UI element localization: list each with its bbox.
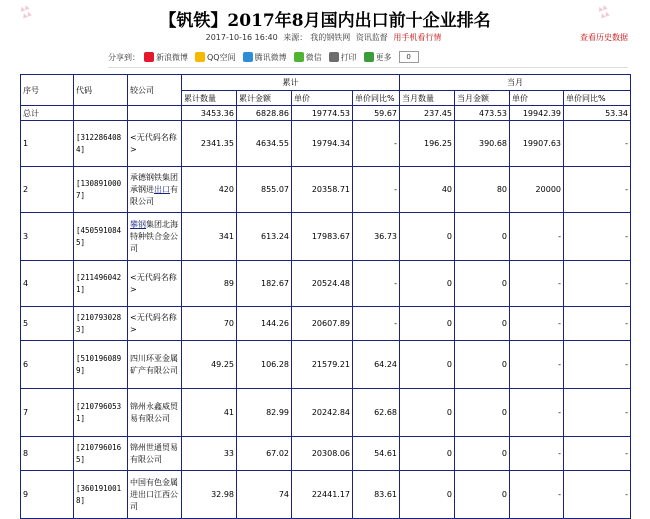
total-company [128, 106, 182, 121]
header-monthly: 当月 [400, 75, 631, 91]
cell-mon-price: - [510, 261, 564, 307]
company-name: <无代码名称> [130, 312, 177, 334]
tencent-weibo-icon [243, 52, 253, 62]
cell-mon-qty: 0 [400, 341, 455, 389]
total-mon-price: 19942.39 [510, 106, 564, 121]
cell-cum-qty: 89 [182, 261, 237, 307]
row-seq: 4 [21, 261, 74, 307]
table-row [21, 471, 631, 519]
total-mon-yoy: 53.34 [564, 106, 631, 121]
cell-cum-price: 20358.71 [292, 167, 353, 213]
cell-mon-amt: 0 [455, 389, 510, 437]
cell-mon-price: 19907.63 [510, 121, 564, 167]
total-mon-qty: 237.45 [400, 106, 455, 121]
header-cum-yoy: 单价同比% [353, 91, 400, 106]
share-qzone-label: QQ空间 [207, 52, 236, 62]
company-name: 四川环亚金属矿产有限公司 [130, 353, 178, 375]
header-seq: 序号 [21, 75, 74, 106]
table-row [21, 167, 631, 213]
cell-cum-amt: 67.02 [237, 437, 292, 471]
total-code [74, 106, 128, 121]
total-cum-price: 19774.53 [292, 106, 353, 121]
cell-mon-price: - [510, 307, 564, 341]
print-button[interactable] [329, 52, 357, 63]
source-name[interactable]: 我的钢铁网 [310, 33, 351, 42]
publish-date: 2017-10-16 16:40 [205, 33, 278, 42]
print-label: 打印 [340, 52, 357, 62]
cell-cum-amt: 74 [237, 471, 292, 519]
total-cum-yoy: 59.67 [353, 106, 400, 121]
cell-cum-yoy: 54.61 [353, 437, 400, 471]
cell-cum-price: 19794.34 [292, 121, 353, 167]
cell-mon-price: - [510, 341, 564, 389]
cell-cum-yoy: 64.24 [353, 341, 400, 389]
row-code: [360191001 8] [74, 471, 128, 519]
company-name-tail: 有限公司 [130, 184, 178, 206]
cell-mon-yoy: - [564, 167, 631, 213]
row-code: [450591084 5] [74, 213, 128, 261]
row-seq: 2 [21, 167, 74, 213]
table-row [21, 437, 631, 471]
cell-mon-qty: 196.25 [400, 121, 455, 167]
company-name: 锦州世通贸易有限公司 [130, 442, 178, 464]
cell-mon-qty: 40 [400, 167, 455, 213]
table-row [21, 261, 631, 307]
cell-cum-yoy: 83.61 [353, 471, 400, 519]
article-meta [0, 32, 650, 43]
weibo-icon [144, 52, 154, 62]
cell-mon-qty: 0 [400, 471, 455, 519]
cell-mon-amt: 0 [455, 261, 510, 307]
cell-cum-amt: 855.07 [237, 167, 292, 213]
header-mon-price: 单价 [510, 91, 564, 106]
header-cum-qty: 累计数量 [182, 91, 237, 106]
cell-mon-amt: 80 [455, 167, 510, 213]
row-seq: 5 [21, 307, 74, 341]
cell-cum-yoy: 62.68 [353, 389, 400, 437]
total-label: 总计 [21, 106, 74, 121]
cell-cum-qty: 341 [182, 213, 237, 261]
row-seq: 3 [21, 213, 74, 261]
share-tweibo-label: 腾讯微博 [254, 52, 287, 62]
cell-mon-yoy: - [564, 213, 631, 261]
mobile-view-link[interactable]: 用手机看行情 [393, 33, 442, 42]
printer-icon [329, 52, 339, 62]
history-data-link[interactable]: 查看历史数据 [580, 33, 628, 42]
cell-cum-price: 21579.21 [292, 341, 353, 389]
total-mon-amt: 473.53 [455, 106, 510, 121]
row-company [128, 261, 182, 307]
qzone-icon [195, 52, 205, 62]
cell-mon-yoy: - [564, 471, 631, 519]
cell-cum-amt: 82.99 [237, 389, 292, 437]
cell-mon-qty: 0 [400, 437, 455, 471]
row-company [128, 471, 182, 519]
cell-mon-amt: 390.68 [455, 121, 510, 167]
row-company [128, 389, 182, 437]
cell-mon-price: - [510, 437, 564, 471]
company-name: <无代码名称> [130, 132, 177, 154]
row-seq: 6 [21, 341, 74, 389]
cell-cum-amt: 144.26 [237, 307, 292, 341]
table-row [21, 341, 631, 389]
total-cum-qty: 3453.36 [182, 106, 237, 121]
cell-mon-amt: 0 [455, 341, 510, 389]
cell-cum-yoy: - [353, 167, 400, 213]
company-link[interactable]: 出口 [154, 184, 170, 194]
total-cum-amt: 6828.86 [237, 106, 292, 121]
cell-mon-yoy: - [564, 341, 631, 389]
cell-mon-amt: 0 [455, 307, 510, 341]
table-row [21, 121, 631, 167]
row-code: [130891000 7] [74, 167, 128, 213]
cell-cum-qty: 70 [182, 307, 237, 341]
cell-mon-yoy: - [564, 307, 631, 341]
cell-mon-price: - [510, 471, 564, 519]
share-wechat-label: 微信 [305, 52, 322, 62]
row-code: [210793028 3] [74, 307, 128, 341]
cell-cum-qty: 41 [182, 389, 237, 437]
row-seq: 1 [21, 121, 74, 167]
cell-cum-price: 17983.67 [292, 213, 353, 261]
cell-cum-qty: 2341.35 [182, 121, 237, 167]
source-label: 来源： [283, 33, 308, 42]
cell-cum-yoy: - [353, 121, 400, 167]
cell-mon-qty: 0 [400, 307, 455, 341]
cell-cum-qty: 49.25 [182, 341, 237, 389]
page-title: 【钒铁】2017年8月国内出口前十企业排名 [159, 11, 491, 31]
header-cum-price: 单价 [292, 91, 353, 106]
cell-mon-price: - [510, 389, 564, 437]
cell-cum-yoy: - [353, 261, 400, 307]
cell-mon-amt: 0 [455, 213, 510, 261]
row-seq: 9 [21, 471, 74, 519]
cell-cum-yoy: 36.73 [353, 213, 400, 261]
table-row [21, 213, 631, 261]
cell-mon-yoy: - [564, 121, 631, 167]
ranking-table [20, 74, 631, 519]
table-row [21, 307, 631, 341]
share-weibo-label: 新浪微博 [156, 52, 188, 62]
watermark: ▲▲ ▲▲ [596, 3, 611, 20]
company-name: 锦州永鑫威贸易有限公司 [130, 401, 178, 423]
share-more-label: 更多 [375, 52, 392, 62]
share-label: 分享到： [108, 52, 140, 62]
table-row [21, 389, 631, 437]
cell-mon-price: 20000 [510, 167, 564, 213]
share-tweibo-button[interactable] [243, 52, 287, 63]
cell-cum-qty: 420 [182, 167, 237, 213]
cell-cum-amt: 4634.55 [237, 121, 292, 167]
cell-mon-qty: 0 [400, 261, 455, 307]
cell-cum-price: 20524.48 [292, 261, 353, 307]
header-cumulative: 累计 [182, 75, 400, 91]
cell-mon-amt: 0 [455, 471, 510, 519]
header-mon-yoy: 单价同比% [564, 91, 631, 106]
cell-mon-price: - [510, 213, 564, 261]
header-cum-amt: 累计金额 [237, 91, 292, 106]
row-company [128, 167, 182, 213]
row-code: [211496042 1] [74, 261, 128, 307]
share-more-button[interactable] [364, 52, 392, 63]
plus-icon [364, 52, 374, 62]
cell-mon-amt: 0 [455, 437, 510, 471]
row-code: [210796016 5] [74, 437, 128, 471]
row-company [128, 121, 182, 167]
header-mon-amt: 当月金额 [455, 91, 510, 106]
row-company [128, 437, 182, 471]
share-qzone-button[interactable] [195, 52, 236, 63]
cell-cum-price: 20308.06 [292, 437, 353, 471]
share-count: 0 [399, 51, 419, 63]
cell-cum-qty: 33 [182, 437, 237, 471]
divider [108, 67, 628, 68]
cell-mon-yoy: - [564, 437, 631, 471]
cell-cum-amt: 182.67 [237, 261, 292, 307]
total-row [21, 106, 631, 121]
company-name: 中国有色金属进出口江西公司 [130, 477, 178, 511]
row-company [128, 213, 182, 261]
cell-mon-yoy: - [564, 389, 631, 437]
row-company [128, 341, 182, 389]
cell-cum-price: 22441.17 [292, 471, 353, 519]
cell-cum-price: 20607.89 [292, 307, 353, 341]
header-company: 较公司 [128, 75, 182, 106]
cell-mon-qty: 0 [400, 213, 455, 261]
company-name: 承德钢铁集团承钢进 [130, 172, 178, 194]
share-wechat-button[interactable] [294, 52, 322, 63]
row-code: [510196089 9] [74, 341, 128, 389]
row-seq: 7 [21, 389, 74, 437]
share-weibo-button[interactable] [144, 52, 188, 63]
share-bar [108, 50, 419, 64]
cell-mon-yoy: - [564, 261, 631, 307]
cell-cum-yoy: - [353, 307, 400, 341]
category-label[interactable]: 资讯监督 [355, 33, 388, 42]
cell-cum-amt: 613.24 [237, 213, 292, 261]
watermark: ▲▲ ▲▲ [18, 3, 33, 20]
header-code: 代码 [74, 75, 128, 106]
row-code: [312286408 4] [74, 121, 128, 167]
row-code: [210796053 1] [74, 389, 128, 437]
cell-mon-qty: 0 [400, 389, 455, 437]
wechat-icon [294, 52, 304, 62]
header-mon-qty: 当月数量 [400, 91, 455, 106]
company-link[interactable]: 攀钢 [130, 219, 146, 229]
company-name-tail: 集团北海特种铁合金公司 [130, 219, 178, 253]
cell-cum-price: 20242.84 [292, 389, 353, 437]
cell-cum-amt: 106.28 [237, 341, 292, 389]
cell-cum-qty: 32.98 [182, 471, 237, 519]
row-seq: 8 [21, 437, 74, 471]
row-company [128, 307, 182, 341]
company-name: <无代码名称> [130, 272, 177, 294]
